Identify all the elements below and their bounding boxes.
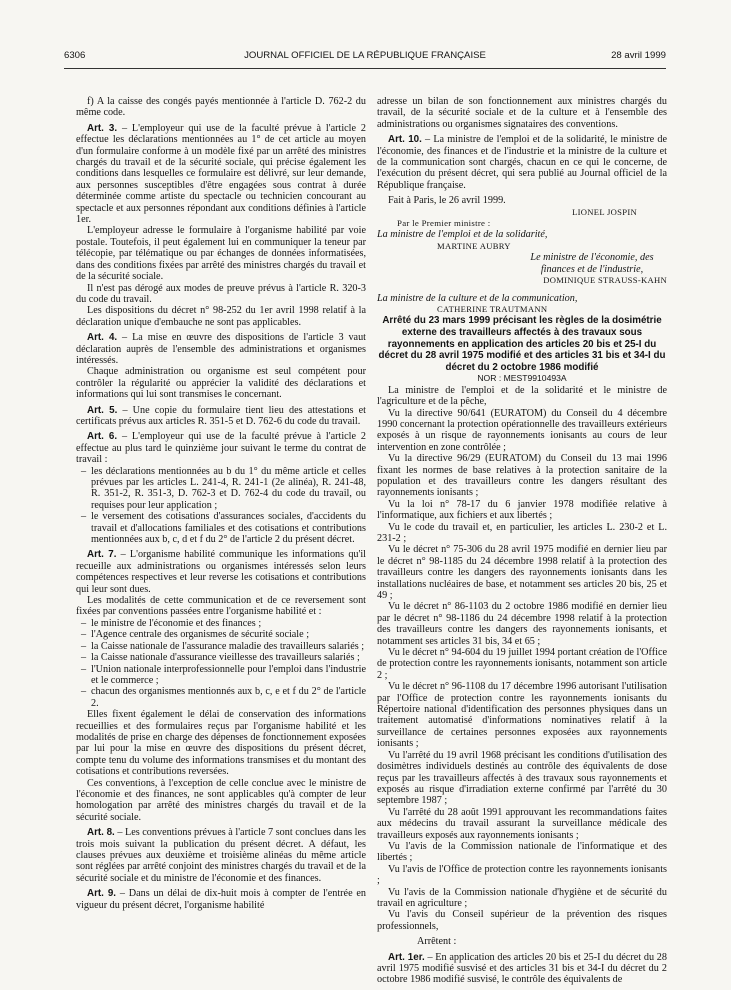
article-label: Art. 5. [87,404,118,416]
paragraph: Les dispositions du décret n° 98-252 du 1er avril 1998 relatif à la déclaration unique d'embauche ne sont pas applicables. [76,305,366,328]
article-label: Art. 9. [87,888,117,900]
article-label: Art. 3. [87,122,118,134]
article-label: Art. 7. [87,549,117,561]
list-item: – l'Agence centrale des organismes de sécurité sociale ; [76,629,366,640]
paragraph: Ces conventions, à l'exception de celle conclue avec le ministre de l'économie et des finances, ne sont applicables qu'à compter de leur homologation par arrêté des ministres chargés du travail et de la sécurité sociale. [76,777,366,823]
article-label: Art. 4. [87,332,118,344]
article-text: – En application des articles 20 bis et 25-I du décret du 28 avril 1975 modifié susvisé et des articles 31 bis et 34-I du décret du 2 octobre 1986 modifié susvisé, le contrôle des équivalents de [377,951,667,986]
article-8 [76,827,366,884]
page-number: 6306 [64,50,86,61]
visa: Vu l'arrêté du 19 avril 1968 précisant les conditions d'utilisation des dosimètres individuels destinés au contrôle des équivalents de dose reçus par les travailleurs affectés à des travaux sous rayonnements et exposés au risque d'irradiation externe confirmé par l'arrêté du 30 septembre 1987 ; [377,749,667,807]
article-7 [76,549,366,595]
article-text: – L'employeur qui use de la faculté prévue à l'article 2 effectue au plus tard le quinzième jour suivant le terme du contrat de travail : [76,431,366,466]
article-label: Art. 1er. [388,951,425,963]
article-text: – L'employeur qui use de la faculté prévue à l'article 2 effectue les déclarations mentionnées au 1° de cet article au moyen d'un formulaire conforme à un modèle fixé par un arrêté des ministres chargés du travail et de la sécurité sociale, qui précise également les conditions dans lesquelles ce formulaire est délivré, sur leur demande, aux personnes susceptibles d'être engagées sous contrat à durée déterminée comme artiste du spectacle ou technicien concourant au spectacle et aux personnes répondant aux conditions définies à l'article 1er. [76,122,366,226]
list-item: – la Caisse nationale d'assurance vieillesse des travailleurs salariés ; [76,652,366,663]
visa: Vu l'avis de la Commission nationale d'hygiène et de sécurité du travail en agriculture ; [377,886,667,909]
article-6 [76,431,366,465]
list-item: – le ministre de l'économie et des finances ; [76,618,366,629]
article-text: – La mise en œuvre des dispositions de l'article 3 vaut déclaration auprès de l'ensemble des administrations et organismes intéressés. [76,332,366,366]
right-column [377,96,667,986]
article-text: – Une copie du formulaire tient lieu des attestations et certificats prévus aux articles R. 351-5 et D. 762-6 du code du travail. [76,404,366,427]
article-text: – La ministre de l'emploi et de la solidarité, le ministre de l'économie, des finances et de l'industrie et la ministre de la culture et de la communication sont chargés, chacun en ce qui le concerne, de l'exécution du présent décret, qui sera publié au Journal officiel de la République française. [377,134,667,191]
visa: Vu le décret n° 94-604 du 19 juillet 1994 portant création de l'Office de protection contre les rayonnements ionisants, notamment son article 2 ; [377,647,667,681]
paragraph: La ministre de l'emploi et de la solidarité et le ministre de l'agriculture et de la pêche, [377,384,667,408]
minister-title: Le ministre de l'économie, des finances et de l'industrie, [530,252,654,275]
article-label: Art. 10. [388,134,422,146]
visa: Vu le décret n° 75-306 du 28 avril 1975 modifié en dernier lieu par le décret n° 98-1185 du 24 décembre 1998 relatif à la protection des travailleurs contre les dangers des rayonnements ionisants dans les installations nucléaires de base, et notamment ses articles 20 bis, 25 et 49 ; [377,544,667,601]
list-item: – les déclarations mentionnées au b du 1° du même article et celles prévues par les articles L. 241-4, R. 241-1 (2e alinéa), R. 241-48, R. 351-2, R. 351-3, D. 762-3 et D. 762-4 du code du travail, ou requises pour leur application ; [76,466,366,512]
nor-reference: NOR : MEST9910493A [477,373,567,384]
article-text: – Les conventions prévues à l'article 7 sont conclues dans les trois mois suivant la publication du présent décret. A défaut, les clauses prévues aux deuxième et troisième alinéas du même article sont réglées par arrêté conjoint des ministres chargés du travail et de la sécurité sociale et du ministre de l'économie et des finances. [76,827,366,884]
visa: Vu la directive 96/29 (EURATOM) du Conseil du 13 mai 1996 fixant les normes de base relatives à la protection sanitaire de la population et des travailleurs contre les dangers résultant des rayonnements ionisants ; [377,453,667,499]
article-1 [377,952,667,986]
list-item: – la Caisse nationale de l'assurance maladie des travailleurs salariés ; [76,641,366,652]
header-rule [64,68,666,69]
article-7-list [76,618,366,709]
page-header [64,50,666,64]
visa: Vu l'arrêté du 28 août 1991 approuvant les recommandations faites aux médecins du travail assurant la surveillance médicale des travailleurs exposés aux rayonnements ionisants ; [377,806,667,841]
signatory-strauss-kahn: DOMINIQUE STRAUSS-KAHN [543,275,667,286]
visa: Vu l'avis de l'Office de protection contre les rayonnements ionisants ; [377,863,667,887]
article-4 [76,332,366,366]
article-text: – L'organisme habilité communique les informations qu'il recueille aux administrations ou organismes intéressés selon leurs compétences respectives et leur reverse les cotisations et contributions qui leur sont dues. [76,549,366,595]
signatory-prime-minister: LIONEL JOSPIN [572,206,637,217]
list-item: – l'Union nationale interprofessionnelle pour l'emploi dans l'industrie et le commerce ; [76,664,366,687]
article-label: Art. 6. [87,431,118,443]
article-label: Art. 8. [87,827,115,839]
visa: Vu le décret n° 96-1108 du 17 décembre 1996 autorisant l'utilisation par l'Office de protection contre les rayonnements ionisants du Répertoire national d'identification des personnes physiques dans un traitement automatisé d'informations nominatives relatif à la surveillance de certaines personnes exposées aux rayonnements ionisants ; [377,681,667,750]
decree-title: Arrêté du 23 mars 1999 précisant les règles de la dosimétrie externe des travailleurs affectés à des travaux sous rayonnements en application des articles 20 bis et 25-I du décret du 28 avril 1975 modifié et des articles 31 bis et 34-I du décret du 2 octobre 1986 modifié [378,315,666,373]
visa: Vu la loi n° 78-17 du 6 janvier 1978 modifiée relative à l'informatique, aux fichiers et aux libertés ; [377,498,667,522]
paragraph: adresse un bilan de son fonctionnement aux ministres chargés du travail, de la sécurité sociale et de la culture et à l'ensemble des administrations ou organismes signataires des conventions. [377,96,667,130]
signatory-aubry: MARTINE AUBRY [437,240,511,251]
issue-date: 28 avril 1999 [611,50,666,61]
visa: Vu le code du travail et, en particulier, les articles L. 230-2 et L. 231-2 ; [377,521,667,544]
minister-title: La ministre de l'emploi et de la solidarité, [377,229,548,241]
signature-date: Fait à Paris, le 26 avril 1999. [388,195,506,207]
article-10 [377,134,667,191]
article-9 [76,888,366,911]
list-item: – chacun des organismes mentionnés aux b, c, e et f du 2° de l'article 2. [76,686,366,709]
visa: Vu la directive 90/641 (EURATOM) du Conseil du 4 décembre 1990 concernant la protection opérationnelle des travailleurs extérieurs exposés à un risque de rayonnements ionisants au cours de leur intervention en zone contrôlée ; [377,407,667,453]
article-3 [76,123,366,226]
list-item: – le versement des cotisations d'assurances sociales, d'accidents du travail et d'allocations familiales et des cotisations et contributions mentionnées aux b, c, d et f du 2° de l'article 2 du présent décret. [76,511,366,545]
journal-title: JOURNAL OFFICIEL DE LA RÉPUBLIQUE FRANÇAISE [244,50,486,61]
paragraph: Les modalités de cette communication et de ce reversement sont fixées par conventions passées entre l'organisme habilité et : [76,595,366,618]
minister-title: La ministre de la culture et de la communication, [377,292,578,304]
visa: Vu l'avis de la Commission nationale de l'informatique et des libertés ; [377,840,667,864]
paragraph: L'employeur adresse le formulaire à l'organisme habilité par voie postale. Toutefois, il peut également lui en communiquer la teneur par télécopie, par télématique ou par échanges de données informatisées, dans des conditions fixées par arrêté des ministres chargés du travail et de la sécurité sociale. [76,225,366,283]
paragraph: Elles fixent également le délai de conservation des informations recueillies et des formulaires reçus par l'organisme habilité et les modalités de prise en charge des dépenses de fonctionnement exposées par lui pour la mise en œuvre des dispositions du présent décret, compte tenu du volume des informations transmises et du montant des cotisations et contributions reversées. [76,709,366,778]
paragraph: Il n'est pas dérogé aux modes de preuve prévus à l'article R. 320-3 du code du travail. [76,282,366,305]
arretent: Arrêtent : [417,936,457,948]
article-5 [76,405,366,428]
article-text: – Dans un délai de dix-huit mois à compter de l'entrée en vigueur du présent décret, l'organisme habilité [76,888,366,911]
paragraph: Chaque administration ou organisme est seul compétent pour contrôler la régularité ou apprécier la validité des déclarations et informations qui lui sont transmises le concernant. [76,366,366,401]
left-column [76,96,366,986]
signatory-trautmann: CATHERINE TRAUTMANN [437,303,548,314]
by-prime-minister: Par le Premier ministre : [397,218,491,229]
visa: Vu le décret n° 86-1103 du 2 octobre 1986 modifié en dernier lieu par le décret n° 98-1186 du 24 décembre 1998 relatif à la protection des travailleurs contre les dangers des rayonnements ionisants, et notamment ses articles 31 bis, 34 et 65 ; [377,601,667,647]
visa: Vu l'avis du Conseil supérieur de la prévention des risques professionnels, [377,909,667,932]
article-6-list [76,466,366,546]
paragraph: f) A la caisse des congés payés mentionnée à l'article D. 762-2 du même code. [76,96,366,119]
